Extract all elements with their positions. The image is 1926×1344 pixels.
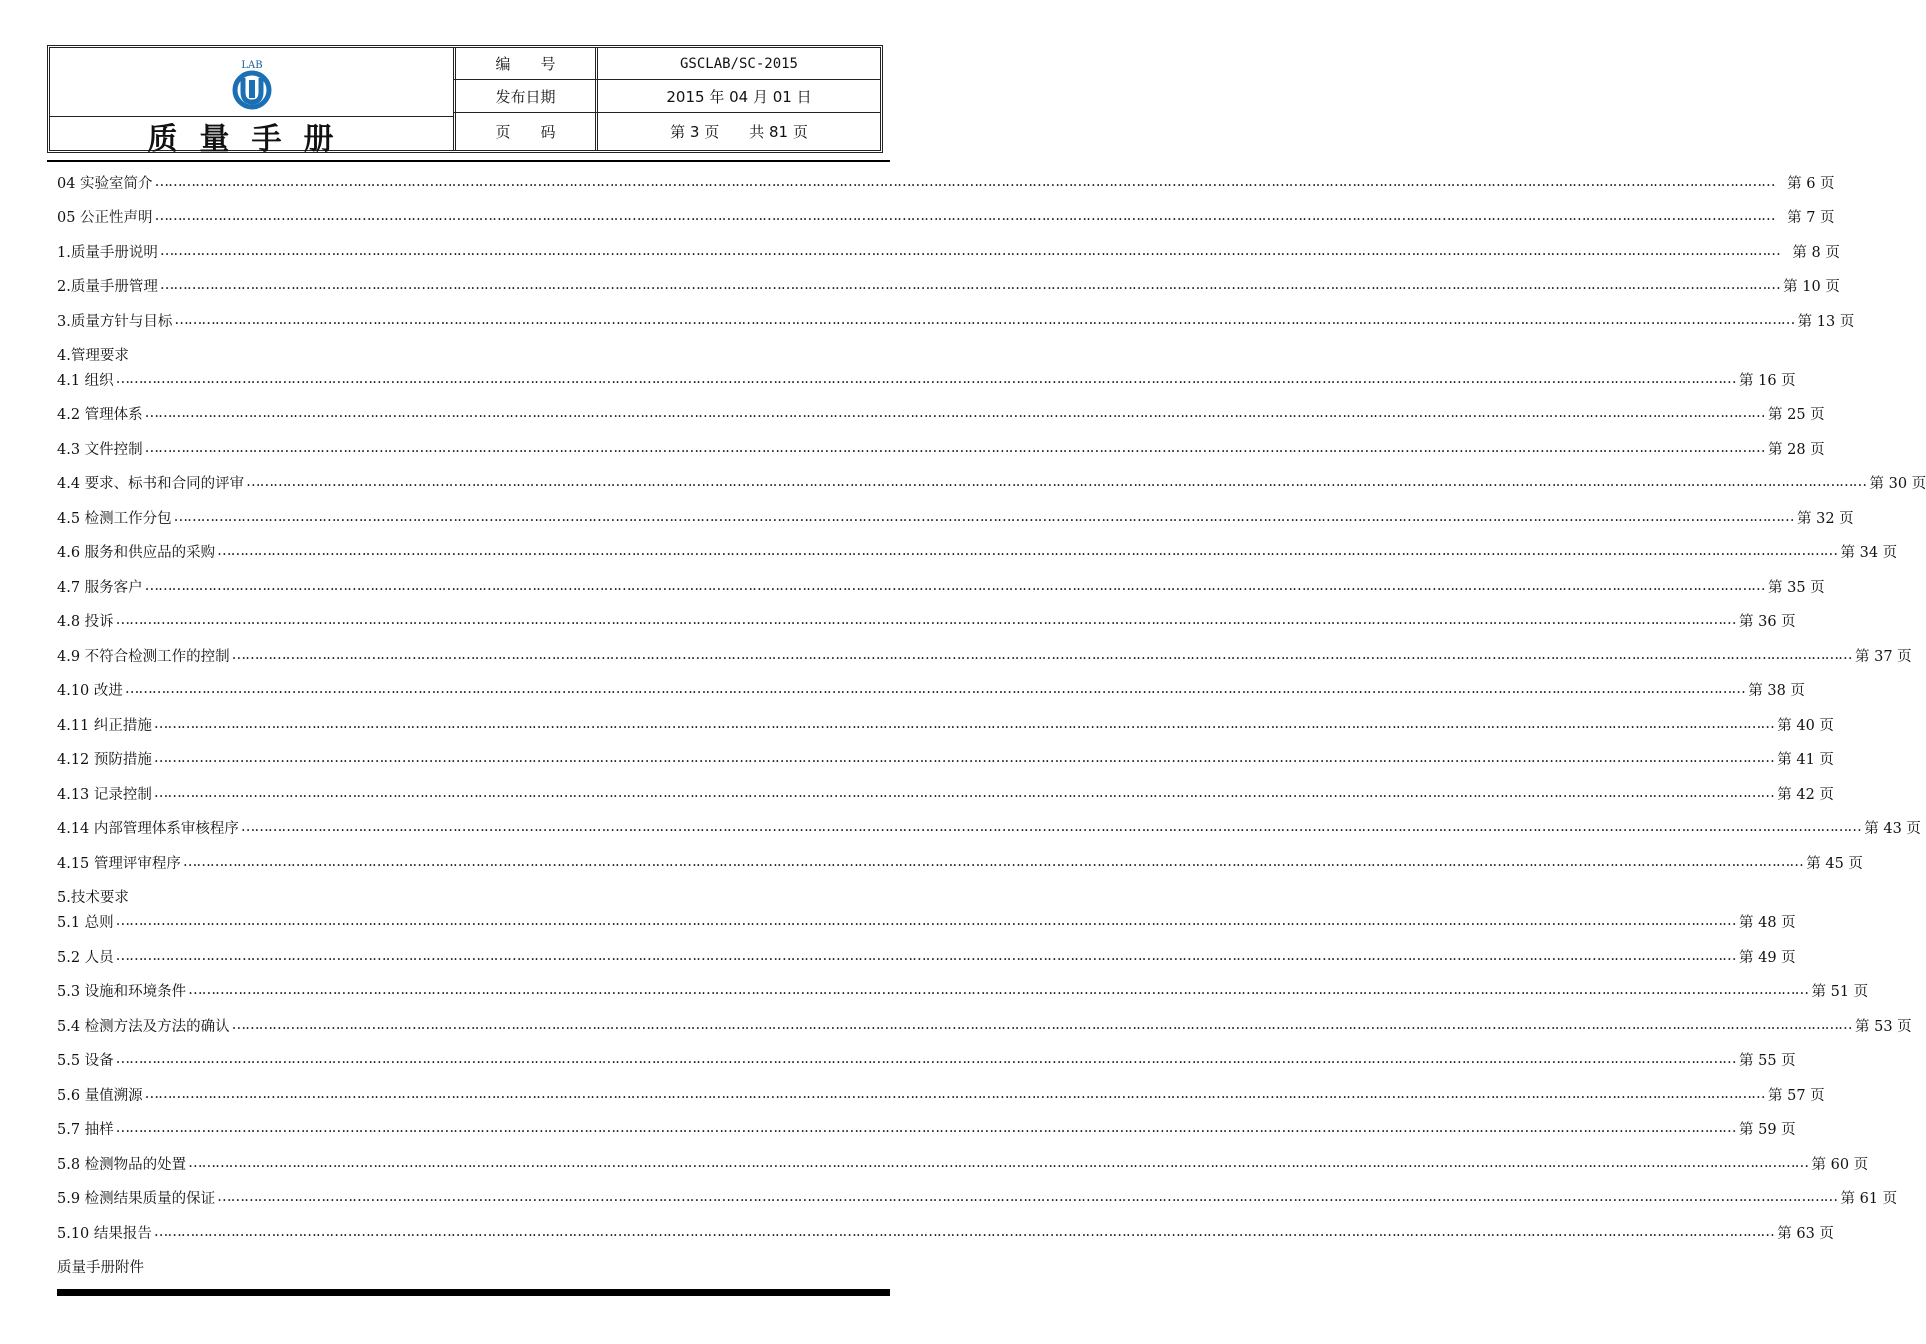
toc-leader-dots: ……………………………………………………………………………………………………………………………………………………………………………………………………………………………………………………………………………………………………………………………… — [231, 647, 1852, 663]
toc-entry-label: 4.10 改进 — [57, 682, 123, 699]
toc-entry — [57, 204, 1835, 228]
toc-leader-dots: ……………………………………………………………………………………………………………………………………………………………………………………………………………………………………………………………………………………………………………………………… — [153, 750, 1774, 766]
toc-entry — [57, 170, 1835, 194]
toc-section-heading — [57, 884, 883, 908]
toc-entry-label: 4.9 不符合检测工作的控制 — [57, 648, 230, 665]
toc-entry-label: 3.质量方针与目标 — [57, 313, 173, 330]
toc-entry-label: 4.管理要求 — [57, 347, 129, 364]
toc-entry-label: 5.技术要求 — [57, 889, 129, 906]
toc-entry-page: 第 6 页 — [1787, 175, 1835, 192]
doc-number-value: GSCLAB/SC-2015 — [679, 55, 798, 72]
toc-entry-page: 第 13 页 — [1797, 313, 1855, 330]
toc-entry-label: 5.4 检测方法及方法的确认 — [57, 1018, 230, 1035]
toc-entry — [57, 308, 1855, 332]
toc-entry-page: 第 32 页 — [1797, 510, 1854, 527]
toc-entry-label: 4.3 文件控制 — [57, 441, 143, 458]
toc-leader-dots: ……………………………………………………………………………………………………………………………………………………………………………………………………………………………………………………………………………………………………………………………… — [188, 982, 1809, 998]
toc-entry-page: 第 37 页 — [1855, 648, 1912, 665]
toc-entry-label: 5.6 量值溯源 — [57, 1087, 143, 1104]
toc-leader-dots: ……………………………………………………………………………………………………………………………………………………………………………………………………………………………………………………………………………………………………………………………… — [246, 474, 1867, 490]
toc-entry-page: 第 25 页 — [1768, 406, 1825, 423]
document-title: 质量手册 — [147, 121, 356, 157]
toc-entry — [57, 401, 1825, 425]
header-rule — [47, 160, 890, 162]
toc-leader-dots: ……………………………………………………………………………………………………………………………………………………………………………………………………………………………………………………………………………………………………………………………… — [174, 312, 1795, 328]
toc-entry-page: 第 7 页 — [1787, 209, 1835, 226]
toc-entry-label: 4.15 管理评审程序 — [57, 855, 181, 872]
toc-entry-page: 第 49 页 — [1739, 949, 1796, 966]
toc-entry-label: 04 实验室简介 — [57, 175, 153, 192]
toc-entry-page: 第 38 页 — [1748, 682, 1805, 699]
toc-entry-label: 质量手册附件 — [57, 1259, 144, 1276]
toc-entry — [57, 781, 1834, 805]
toc-leader-dots: ……………………………………………………………………………………………………………………………………………………………………………………………………………………………………………………………………………………………………………………………… — [154, 174, 1775, 190]
toc-entry-page: 第 48 页 — [1739, 914, 1796, 931]
toc-leader-dots: ……………………………………………………………………………………………………………………………………………………………………………………………………………………………………………………………………………………………………………………………… — [144, 440, 1765, 456]
toc-leader-dots: ……………………………………………………………………………………………………………………………………………………………………………………………………………………………………………………………………………………………………………………………… — [173, 509, 1794, 525]
toc-entry — [57, 470, 1926, 494]
toc-entry — [57, 978, 1869, 1002]
lab-logo-icon — [225, 56, 280, 111]
toc-entry — [57, 574, 1825, 598]
doc-number-label: 编 号 — [495, 55, 556, 73]
toc-entry-page: 第 36 页 — [1739, 613, 1796, 630]
toc-entry-page: 第 51 页 — [1811, 983, 1869, 1000]
toc-entry-label: 4.2 管理体系 — [57, 406, 143, 423]
toc-entry — [57, 367, 1796, 391]
toc-leader-dots: ……………………………………………………………………………………………………………………………………………………………………………………………………………………………………………………………………………………………………………………………… — [240, 819, 1861, 835]
toc-entry-page: 第 35 页 — [1768, 579, 1825, 596]
toc-entry — [57, 1047, 1796, 1071]
toc-entry — [57, 643, 1912, 667]
toc-leader-dots: ……………………………………………………………………………………………………………………………………………………………………………………………………………………………………………………………………………………………………………………………… — [115, 1120, 1736, 1136]
toc-entry — [57, 909, 1796, 933]
toc-entry-label: 1.质量手册说明 — [57, 244, 158, 261]
toc-leader-dots: ……………………………………………………………………………………………………………………………………………………………………………………………………………………………………………………………………………………………………………………………… — [144, 1086, 1765, 1102]
toc-entry-label: 4.7 服务客户 — [57, 579, 143, 596]
toc-entry-page: 第 8 页 — [1792, 244, 1840, 261]
toc-entry-label: 4.8 投诉 — [57, 613, 114, 630]
page-count-value: 第 3 页 共 81 页 — [670, 123, 808, 141]
toc-entry-label: 2.质量手册管理 — [57, 278, 158, 295]
toc-entry — [57, 944, 1796, 968]
toc-leader-dots: ……………………………………………………………………………………………………………………………………………………………………………………………………………………………………………………………………………………………………………………………… — [188, 1155, 1809, 1171]
toc-entry-label: 4.1 组织 — [57, 372, 114, 389]
issue-date-value: 2015 年 04 月 01 日 — [666, 87, 812, 106]
toc-entry — [57, 850, 1863, 874]
toc-entry-label: 4.11 纠正措施 — [57, 717, 152, 734]
toc-entry-page: 第 57 页 — [1768, 1087, 1825, 1104]
toc-entry-label: 4.13 记录控制 — [57, 786, 152, 803]
toc-entry-label: 4.5 检测工作分包 — [57, 510, 172, 527]
toc-entry — [57, 1013, 1912, 1037]
toc-leader-dots: ……………………………………………………………………………………………………………………………………………………………………………………………………………………………………………………………………………………………………………………………… — [231, 1017, 1852, 1033]
toc-entry — [57, 608, 1796, 632]
toc-entry-label: 5.8 检测物品的处置 — [57, 1156, 187, 1173]
toc-entry-page: 第 43 页 — [1864, 820, 1921, 837]
toc-leader-dots: ……………………………………………………………………………………………………………………………………………………………………………………………………………………………………………………………………………………………………………………………… — [115, 371, 1736, 387]
toc-leader-dots: ……………………………………………………………………………………………………………………………………………………………………………………………………………………………………………………………………………………………………………………………… — [115, 948, 1736, 964]
toc-entry — [57, 1220, 1834, 1244]
toc-entry-label: 5.9 检测结果质量的保证 — [57, 1190, 216, 1207]
toc-entry — [57, 746, 1834, 770]
logo-text: LAB — [241, 60, 263, 71]
toc-entry-page: 第 40 页 — [1777, 717, 1834, 734]
toc-entry-label: 5.7 抽样 — [57, 1121, 114, 1138]
toc-leader-dots: ……………………………………………………………………………………………………………………………………………………………………………………………………………………………………………………………………………………………………………………………… — [115, 1051, 1736, 1067]
toc-leader-dots: ……………………………………………………………………………………………………………………………………………………………………………………………………………………………………………………………………………………………………………………………… — [182, 854, 1803, 870]
toc-entry-label: 05 公正性声明 — [57, 209, 153, 226]
document-header — [47, 45, 883, 157]
toc-entry — [57, 505, 1854, 529]
toc-leader-dots: ……………………………………………………………………………………………………………………………………………………………………………………………………………………………………………………………………………………………………………………………… — [154, 208, 1775, 224]
toc-entry — [57, 1082, 1825, 1106]
toc-leader-dots: ……………………………………………………………………………………………………………………………………………………………………………………………………………………………………………………………………………………………………………………………… — [115, 913, 1736, 929]
toc-entry-page: 第 41 页 — [1777, 751, 1834, 768]
toc-entry — [57, 1151, 1869, 1175]
toc-section-heading — [57, 1254, 883, 1278]
toc-entry-label: 4.12 预防措施 — [57, 751, 152, 768]
toc-entry-label: 4.4 要求、标书和合同的评审 — [57, 475, 245, 492]
toc-entry-label: 5.2 人员 — [57, 949, 114, 966]
issue-date-label: 发布日期 — [495, 87, 556, 106]
toc-entry — [57, 815, 1921, 839]
toc-entry — [57, 1116, 1796, 1140]
toc-entry — [57, 273, 1840, 297]
toc-entry — [57, 239, 1840, 263]
toc-entry-page: 第 63 页 — [1777, 1225, 1834, 1242]
toc-entry-page: 第 55 页 — [1739, 1052, 1796, 1069]
toc-entry-page: 第 30 页 — [1869, 475, 1926, 492]
toc-entry-page: 第 61 页 — [1840, 1190, 1898, 1207]
toc-entry-page: 第 16 页 — [1739, 372, 1796, 389]
footer-rule — [57, 1289, 890, 1296]
toc-leader-dots: ……………………………………………………………………………………………………………………………………………………………………………………………………………………………………………………………………………………………………………………………… — [153, 716, 1774, 732]
toc-entry-page: 第 28 页 — [1768, 441, 1825, 458]
toc-section-heading — [57, 342, 883, 366]
toc-leader-dots: ……………………………………………………………………………………………………………………………………………………………………………………………………………………………………………………………………………………………………………………………… — [159, 277, 1780, 293]
toc-entry-page: 第 60 页 — [1811, 1156, 1869, 1173]
toc-leader-dots: ……………………………………………………………………………………………………………………………………………………………………………………………………………………………………………………………………………………………………………………………… — [153, 1224, 1774, 1240]
toc-entry-page: 第 59 页 — [1739, 1121, 1796, 1138]
toc-leader-dots: ……………………………………………………………………………………………………………………………………………………………………………………………………………………………………………………………………………………………………………………………… — [217, 543, 1838, 559]
toc-entry-page: 第 34 页 — [1840, 544, 1898, 561]
toc-entry — [57, 712, 1834, 736]
page-count-label: 页 码 — [495, 123, 556, 141]
toc-entry — [57, 1185, 1898, 1209]
toc-leader-dots: ……………………………………………………………………………………………………………………………………………………………………………………………………………………………………………………………………………………………………………………………… — [159, 243, 1780, 259]
toc-entry — [57, 677, 1805, 701]
toc-entry-label: 5.10 结果报告 — [57, 1225, 152, 1242]
toc-entry-page: 第 53 页 — [1855, 1018, 1912, 1035]
toc-leader-dots: ……………………………………………………………………………………………………………………………………………………………………………………………………………………………………………………………………………………………………………………………… — [124, 681, 1745, 697]
toc-entry-label: 4.14 内部管理体系审核程序 — [57, 820, 239, 837]
toc-entry — [57, 539, 1898, 563]
toc-leader-dots: ……………………………………………………………………………………………………………………………………………………………………………………………………………………………………………………………………………………………………………………………… — [153, 785, 1774, 801]
toc-entry-label: 5.3 设施和环境条件 — [57, 983, 187, 1000]
toc-entry-page: 第 10 页 — [1783, 278, 1840, 295]
toc-entry-label: 4.6 服务和供应品的采购 — [57, 544, 216, 561]
toc-entry-label: 5.1 总则 — [57, 914, 114, 931]
toc-entry-label: 5.5 设备 — [57, 1052, 114, 1069]
toc-leader-dots: ……………………………………………………………………………………………………………………………………………………………………………………………………………………………………………………………………………………………………………………………… — [217, 1189, 1838, 1205]
toc-entry-page: 第 42 页 — [1777, 786, 1834, 803]
toc-leader-dots: ……………………………………………………………………………………………………………………………………………………………………………………………………………………………………………………………………………………………………………………………… — [144, 405, 1765, 421]
toc-leader-dots: ……………………………………………………………………………………………………………………………………………………………………………………………………………………………………………………………………………………………………………………………… — [115, 612, 1736, 628]
toc-leader-dots: ……………………………………………………………………………………………………………………………………………………………………………………………………………………………………………………………………………………………………………………………… — [144, 578, 1765, 594]
toc-entry — [57, 436, 1825, 460]
toc-entry-page: 第 45 页 — [1806, 855, 1863, 872]
